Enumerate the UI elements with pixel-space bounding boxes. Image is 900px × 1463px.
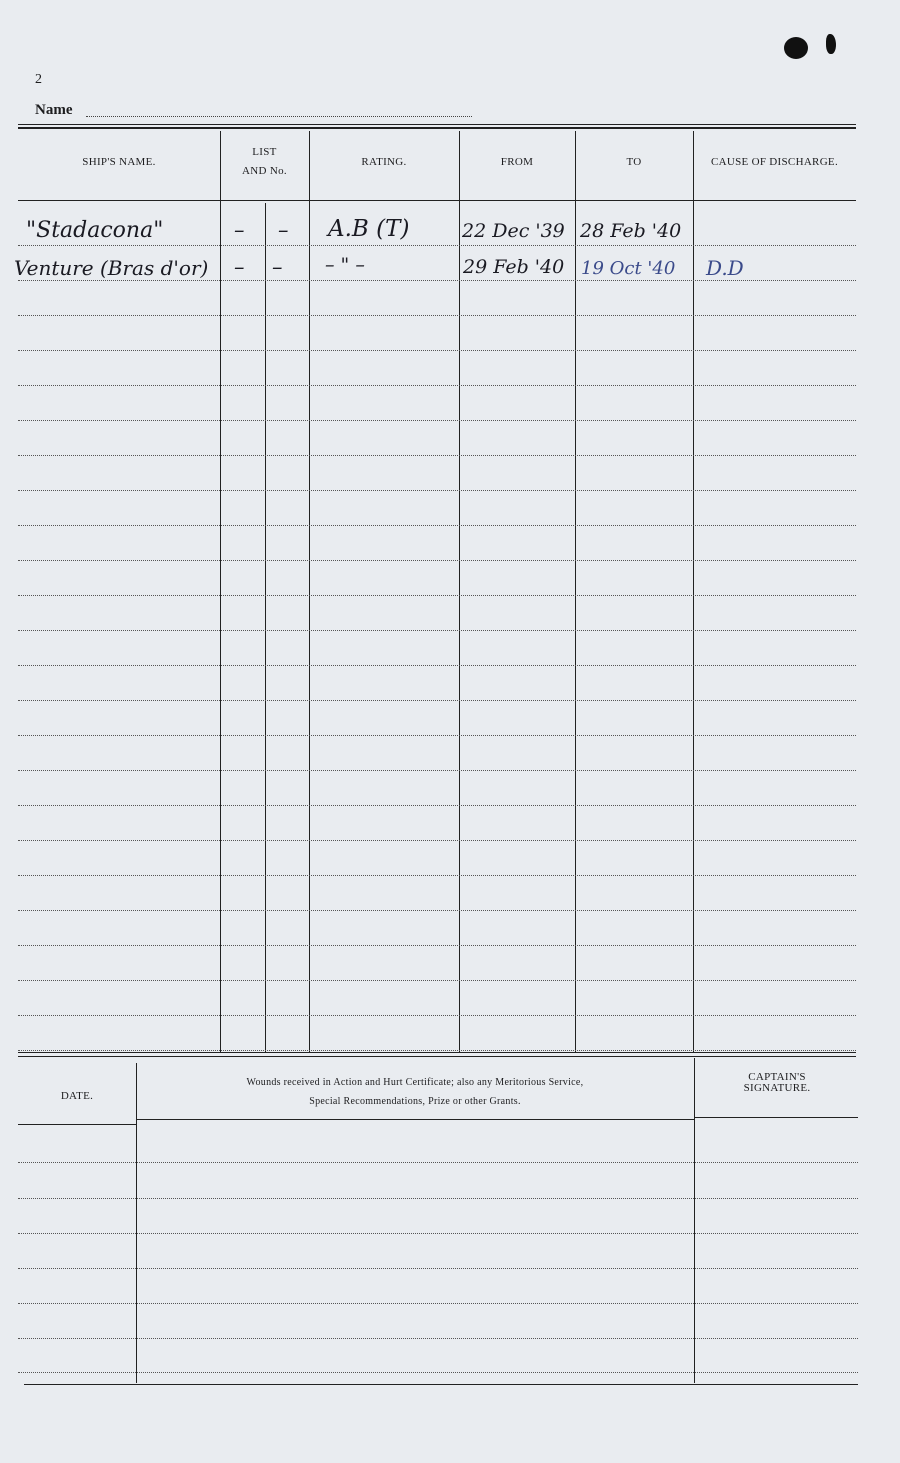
row-line <box>18 1338 858 1339</box>
header-ships-name: SHIP'S NAME. <box>82 156 156 168</box>
row-line <box>18 350 856 351</box>
name-label: Name <box>35 102 73 118</box>
col-divider <box>265 203 266 1053</box>
row1-ship: "Stadacona" <box>26 218 164 243</box>
row-line <box>18 525 856 526</box>
header-sig-line2: SIGNATURE. <box>743 1082 811 1094</box>
col-divider <box>309 131 310 1053</box>
row-line <box>18 700 856 701</box>
row-line <box>18 735 856 736</box>
row2-list-b: – <box>272 255 283 279</box>
col-divider <box>220 131 221 1053</box>
col-divider <box>136 1063 137 1383</box>
row-line <box>18 630 856 631</box>
row2-list-a: – <box>234 255 245 279</box>
row-line <box>18 980 856 981</box>
header-rule <box>18 200 856 201</box>
row-line <box>18 455 856 456</box>
header-rating: RATING. <box>361 156 407 168</box>
row-line <box>18 1015 856 1016</box>
row-line <box>18 1233 858 1234</box>
header-cause: CAUSE OF DISCHARGE. <box>710 156 839 168</box>
row-line <box>18 1198 858 1199</box>
row-line <box>18 490 856 491</box>
bottom-rule <box>24 1384 858 1385</box>
col-divider <box>693 131 694 1053</box>
row-line <box>18 945 856 946</box>
top-rule <box>18 124 856 125</box>
header-list-line2: AND No. <box>242 165 287 177</box>
section-rule <box>18 1052 856 1053</box>
name-field-line <box>86 116 472 117</box>
header-list-line1: LIST <box>252 146 277 158</box>
row1-list-a: – <box>234 218 245 242</box>
col-divider <box>459 131 460 1053</box>
row-line <box>18 245 856 246</box>
row-line <box>18 420 856 421</box>
row-line <box>18 875 856 876</box>
row1-from: 22 Dec '39 <box>462 220 565 242</box>
row1-to: 28 Feb '40 <box>580 220 682 242</box>
header-to: TO <box>626 156 642 168</box>
header-sig-line1: CAPTAIN'S <box>748 1071 806 1083</box>
row-line <box>18 385 856 386</box>
section-rule <box>18 1056 856 1057</box>
punch-hole-fragment <box>826 34 836 54</box>
row-line <box>18 910 856 911</box>
header-date: DATE. <box>60 1090 94 1102</box>
col-divider <box>694 1058 695 1383</box>
row2-to: 19 Oct '40 <box>581 258 676 279</box>
row-line <box>18 1050 856 1051</box>
row2-rating: – " – <box>325 254 365 276</box>
row-line <box>18 840 856 841</box>
row-line <box>18 1372 858 1373</box>
row-line <box>18 560 856 561</box>
top-rule-thick <box>18 127 856 129</box>
row1-list-b: – <box>278 218 289 242</box>
row2-ship: Venture (Bras d'or) <box>14 256 209 280</box>
row-line <box>18 315 856 316</box>
row-line <box>18 665 856 666</box>
wounds-header-rule <box>694 1117 858 1118</box>
row-line <box>18 1162 858 1163</box>
row2-cause: D.D <box>706 256 744 280</box>
row-line <box>18 1303 858 1304</box>
header-wounds-line2: Special Recommendations, Prize or other Grants. <box>309 1096 521 1107</box>
page-number: 2 <box>35 72 42 87</box>
row-line <box>18 1268 858 1269</box>
row-line <box>18 280 856 281</box>
row-line <box>18 805 856 806</box>
header-from: FROM <box>500 156 534 168</box>
punch-hole <box>784 37 808 59</box>
row-line <box>18 770 856 771</box>
row2-from: 29 Feb '40 <box>463 256 565 278</box>
wounds-header-rule <box>18 1124 136 1125</box>
header-wounds-line1: Wounds received in Action and Hurt Certificate; also any Meritorious Service, <box>246 1077 584 1088</box>
wounds-header-rule <box>136 1119 694 1120</box>
col-divider <box>575 131 576 1053</box>
row-line <box>18 595 856 596</box>
row1-rating: A.B (T) <box>328 216 410 242</box>
